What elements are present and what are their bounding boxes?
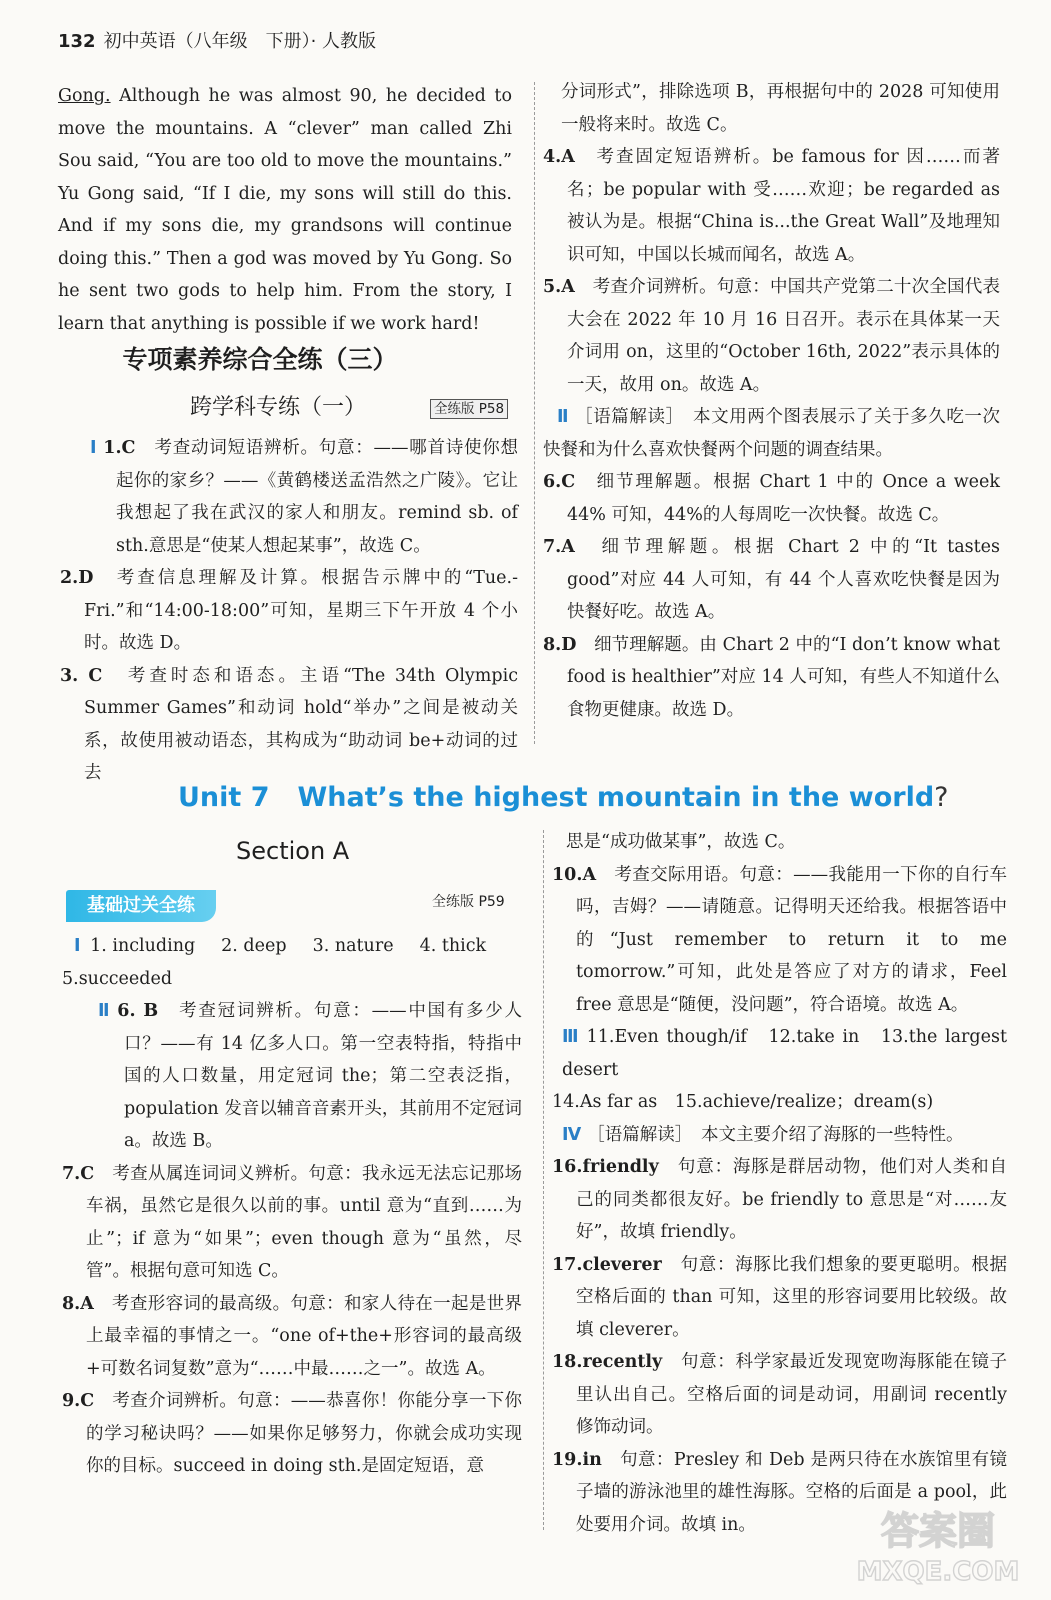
watermark-text-bottom: MXQE.COM — [856, 1557, 1020, 1587]
roman-numeral-1b: Ⅰ — [74, 936, 81, 956]
blank-answer: 1. including — [90, 936, 196, 956]
left-top-column — [58, 80, 512, 340]
page-header — [58, 30, 376, 54]
reference-tag-p58: 全练版 P58 — [430, 399, 508, 419]
unit-question-mark: ? — [934, 782, 949, 813]
unit-heading: What’s the highest mountain in the world — [297, 782, 935, 813]
answer-item-2: 2.D 考查信息理解及计算。根据告示牌中的“Tue.-Fri.”和“14:00-18:00”可知，星期三下午开放 4 个小时。故选 D。 — [60, 568, 518, 653]
answer-item-17: 17.cleverer 句意：海豚比我们想象的要更聪明。根据空格后面的 than 可知，这里的形容词要用比较级。故填 cleverer。 — [552, 1254, 1008, 1340]
answer-item-10: 10.A 考查交际用语。句意：——我能用一下你的自行车吗，吉姆？——请随意。记得明天还给我。根据答语中的“Just remember to return it to me tomorrow.”可知，此处是答应了对方的请求，Feel free 意思是“随便，没问题”，符合语境。故选 A。 — [552, 864, 1008, 1015]
unit-title — [178, 778, 949, 818]
column-divider-bottom — [543, 830, 544, 1530]
answer-item-3: 3. C 考查时态和语态。主语“The 34th Olympic Summer Games”和动词 hold“举办”之间是被动关系，故使用被动语态，其构成为“助动词 be+动词的过去 — [60, 665, 518, 783]
answer-item-8b: 8.A 考查形容词的最高级。句意：和家人待在一起是世界上最幸福的事情之一。“one of+the+形容词的最高级+可数名词复数”意为“……中最……之一”。故选 A。 — [62, 1293, 523, 1379]
answer-item-7: 7.A 细节理解题。根据 Chart 2 中的“It tastes good”对应 44 人可知，有 44 个人喜欢吃快餐是因为快餐好吃。故选 A。 — [543, 537, 1001, 622]
continuation-text: 分词形式”，排除选项 B，再根据句中的 2028 可知使用一般将来时。故选 C。 — [561, 82, 1000, 135]
roman-numeral-4: Ⅳ — [562, 1124, 582, 1145]
blank-answer: 3. nature — [312, 936, 394, 956]
answer-item-19: 19.in 句意：Presley 和 Deb 是两只待在水族馆里有镜子墙的游泳池里的雄性海豚。空格的后面是 a pool，此处要用介词。故填 in。 — [552, 1449, 1007, 1535]
practice-banner: 基础过关全练 — [66, 890, 216, 922]
passage-text: Although he was almost 90, he decided to move the mountains. A “clever” man called Zhi Sou said, “You are too old to move the mountains.” Yu Gong said, “If I die, my sons will still do this. And if my sons die, my grandsons will continue doing this.” Then a god was moved by Yu Gong. So he sent two gods to help him. From the story, I learn that anything is possible if we work hard! — [58, 86, 512, 334]
special-heading: 专项素养综合全练（三） — [122, 345, 398, 374]
passage-underlined-word: Gong. — [58, 86, 111, 106]
blank-answer: 2. deep — [221, 936, 287, 956]
roman-numeral-2b: Ⅱ — [98, 1001, 112, 1021]
right-bottom-column — [552, 826, 1007, 1541]
answer-row-11-13: Ⅲ 11.Even though/if 12.take in 13.the largest desert — [562, 1027, 1007, 1080]
answer-item-6: 6.C 细节理解题。根据 Chart 1 中的 Once a week 44% 可知，44%的人每周吃一次快餐。故选 C。 — [543, 472, 1001, 525]
reading-intro-iv: Ⅳ ［语篇解读］ 本文主要介绍了海豚的一些特性。 — [562, 1124, 964, 1145]
blank-answers-row — [62, 930, 522, 963]
continuation-text-2: 思是“成功做某事”，故选 C。 — [566, 832, 796, 852]
watermark-text-top: 答案圈 — [880, 1509, 996, 1553]
answer-item-1: Ⅰ 1.C 考查动词短语辨析。句意：——哪首诗使你想起你的家乡？——《黄鹤楼送孟浩然之广陵》。它让我想起了我在武汉的家人和朋友。remind sb. of sth.意思是“使某人想起某事”，故选 C。 — [90, 438, 519, 556]
watermark-logo — [850, 1500, 1025, 1590]
story-passage — [58, 80, 512, 340]
right-top-column — [543, 76, 1000, 726]
sub-heading: 跨学科专练（一） — [190, 395, 367, 420]
reference-tag-p59: 全练版 P59 — [432, 894, 505, 910]
answer-item-9b: 9.C 考查介词辨析。句意：——恭喜你！你能分享一下你的学习秘诀吗？——如果你足够努力，你就会成功实现你的目标。succeed in doing sth.是固定短语，意 — [62, 1391, 523, 1476]
left-bottom-column — [62, 930, 522, 1483]
answer-row-14-15: 14.As far as 15.achieve/realize；dream(s) — [552, 1092, 934, 1112]
answer-item-18: 18.recently 句意：科学家最近发现宽吻海豚能在镜子里认出自己。空格后面的词是动词，用副词 recently 修饰动词。 — [552, 1352, 1008, 1437]
answer-item-7b: 7.C 考查从属连词词义辨析。句意：我永远无法忘记那场车祸，虽然它是很久以前的事。until 意为“直到……为止”；if 意为“如果”；even though 意为“虽然，尽管”。根据句意可知选 C。 — [62, 1163, 523, 1281]
roman-numeral-1: Ⅰ — [90, 438, 98, 458]
answer-item-5: 5.A 考查介词辨析。句意：中国共产党第二十次全国代表大会在 2022 年 10 月 16 日召开。表示在具体某一天介词用 on，这里的“October 16th, 2022”表示具体的一天，故用 on。故选 A。 — [543, 277, 1001, 395]
reading-intro-ii: Ⅱ ［语篇解读］ 本文用两个图表展示了关于多久吃一次快餐和为什么喜欢快餐两个问题的调查结果。 — [543, 407, 1000, 460]
answer-item-4: 4.A 考查固定短语辨析。be famous for 因……而著名；be popular with 受……欢迎；be regarded as 被认为是。根据“China is...the Great Wall”及地理知识可知，中国以长城而闻名，故选 A。 — [543, 147, 1001, 265]
blank-answer-5: 5.succeeded — [62, 968, 173, 989]
page-number: 132 — [58, 31, 96, 52]
column-divider-top — [534, 82, 535, 744]
roman-numeral-3: Ⅲ — [562, 1027, 581, 1047]
roman-numeral-2: Ⅱ — [557, 407, 570, 427]
left-answers-top — [60, 432, 518, 790]
book-title: 初中英语（八年级 下册）· 人教版 — [103, 31, 377, 52]
answer-item-8: 8.D 细节理解题。由 Chart 2 中的“I don’t know what food is healthier”对应 14 人可知，有些人不知道什么食物更健康。故选 D。 — [543, 634, 1001, 720]
blank-answer: 4. thick — [419, 936, 487, 956]
section-heading: Section A — [236, 837, 350, 865]
unit-label: Unit 7 — [178, 782, 270, 813]
answer-item-16: 16.friendly 句意：海豚是群居动物，他们对人类和自己的同类都很友好。be friendly to 意思是“对……友好”，故填 friendly。 — [552, 1157, 1007, 1242]
answer-item-6b: Ⅱ 6. B 考查冠词辨析。句意：——中国有多少人口？——有 14 亿多人口。第一空表特指，特指中国的人口数量，用定冠词 the；第二空表泛指，population 发音以辅音音素开头，其前用不定冠词 a。故选 B。 — [98, 1001, 523, 1151]
